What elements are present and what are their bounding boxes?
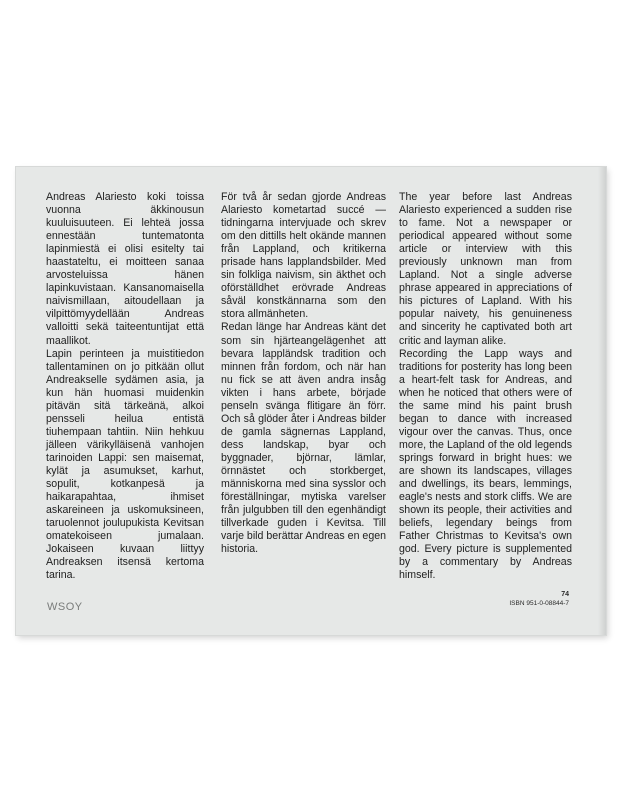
finnish-paragraph-2: Lapin perinteen ja muistitiedon tallentaminen on jo pitkään ollut Andreakselle sydämen asia, ja kun hän huomasi muidenkin pitävän sitä tärkeänä, alkoi pensseli heilua entistä tiuhempaan tahtiin. Niin hehkuu jälleen värikylläisenä vanhojen tarinoiden Lappi: sen maisemat, kylät ja asumukset, karhut, sopulit, kotkanpesä ja haikarapahtaa, ihmiset askareineen ja uskomuksineen, taruolennot joulupukista Kevitsan omatekoiseen jumalaan. Jokaiseen kuvaan liittyy Andreaksen itsensä kertoma tarina. <box>46 347 204 582</box>
book-back-cover <box>16 167 606 635</box>
swedish-paragraph-1: För två år sedan gjorde Andreas Alariesto kometartad succé — tidningarna intervjuade och skrev om den dittills helt okände mannen från Lappland, och kritikerna prisade hans lapplandsbilder. Med sin folkliga naivism, sin äkthet och oförställdhet erövrade Andreas såväl konstkännarna som den stora allmänheten. <box>221 191 386 321</box>
publisher-logo: WSOY <box>47 601 83 613</box>
english-paragraph-1: The year before last Andreas Alariesto experienced a sudden rise to fame. Not a newspaper or periodical appeared without some article or interview with this previously unknown man from Lapland. Not a single adverse phrase appeared in appreciations of his pictures of Lapland. With his popular naivety, his genuineness and sincerity he captivated both art critic and layman alike. <box>399 191 572 347</box>
english-paragraph-2: Recording the Lapp ways and traditions for posterity has long been a heart-felt task for Andreas, and when he noticed that others were of the same mind his paint brush began to dance with increased vigour over the canvas. Thus, once more, the Lapland of the old legends springs forward in bright hues: we are shown its landscapes, villages and dwellings, its bears, lemmings, eagle's nests and stork cliffs. We are shown its people, their activities and beliefs, legendary beings from Father Christmas to Kevitsa's own god. Every picture is supplemented by a commentary by Andreas himself. <box>399 347 572 582</box>
isbn-number: ISBN 951-0-08844-7 <box>509 600 569 607</box>
swedish-text-column <box>221 191 386 556</box>
finnish-text-column <box>46 191 204 582</box>
english-text-column <box>399 191 572 582</box>
swedish-paragraph-2: Redan länge har Andreas känt det som sin hjärteangelägenhet att bevara lappländsk tradition och minnen från fordom, och när han nu fick se att även andra insåg vikten i hans arbete, började penseln svänga flitigare än förr. Och så glöder åter i Andreas bilder de gamla sägnernas Lappland, dess landskap, byar och byggnader, björnar, lämlar, örnnästet och storkberget, människorna med sina sysslor och föreställningar, mytiska varelser från julgubben till den egenhändigt tillverkade guden i Kevitsa. Till varje bild berättar Andreas en egen historia. <box>221 321 386 556</box>
book-number: 74 <box>561 591 569 598</box>
finnish-paragraph-1: Andreas Alariesto koki toissa vuonna äkkinousun kuuluisuuteen. Ei lehteä jossa ennestään tuntematonta lapinmiestä ei olisi esitelty tai haastateltu, ei moitteen sanaa arvosteluissa hänen lapinkuvistaan. Kansanomaisella naivismillaan, aitoudellaan ja vilpittömyydellään Andreas valloitti sekä taiteentuntijat että maallikot. <box>46 191 204 347</box>
